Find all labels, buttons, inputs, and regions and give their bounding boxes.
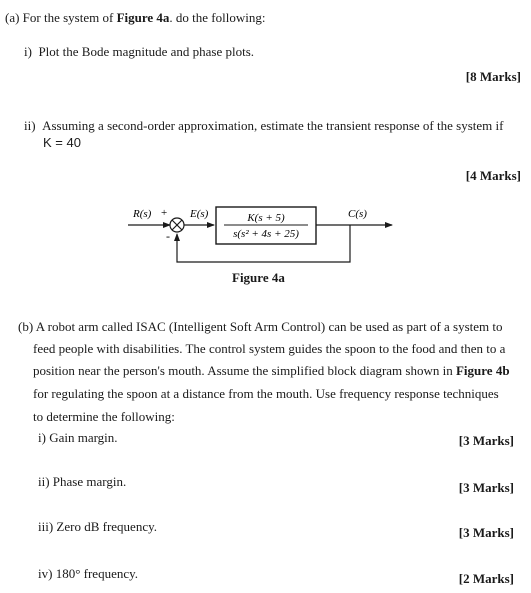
question-b-iii: iii) Zero dB frequency. [38,519,157,534]
minus-sign: - [166,229,170,243]
input-label: R(s) [133,208,152,220]
part-b-line-5: to determine the following: [33,409,175,424]
part-b-line-1: (b) A robot arm called ISAC (Intelligent Soft Arm Control) can be used as part of a system to [18,319,503,334]
question-b-ii: ii) Phase margin. [38,474,127,489]
part-b-line-3: position near the person's mouth. Assume the simplified block diagram shown in Figure 4b [33,363,510,378]
plus-sign: + [161,207,168,219]
k-value: K = 40 [43,135,81,150]
transfer-function-numerator: K(s + 5) [247,212,285,224]
figure-4a-reference: Figure 4a [116,10,170,25]
question-a-i-label: i) [24,44,32,59]
question-b-iv: iv) 180° frequency. [38,566,139,581]
transfer-function-denominator: s(s² + 4s + 25) [233,228,299,240]
output-label: C(s) [348,208,367,220]
figure-4b-reference: Figure 4b [455,363,510,378]
question-a-ii [24,118,503,134]
error-label: E(s) [190,208,209,220]
question-b-iv-marks: [2 Marks] [458,571,514,586]
question-a-i-text: Plot the Bode magnitude and phase plots. [38,44,255,59]
question-b-i-marks: [3 Marks] [458,433,514,448]
question-a-i [24,44,254,60]
question-b-i: i) Gain margin. [38,430,118,445]
question-a-i-marks: [8 Marks] [465,69,521,84]
question-b-iii-marks: [3 Marks] [458,525,514,540]
part-b-line-2: feed people with disabilities. The control system guides the spoon to the food and then to a [33,341,506,356]
figure-caption: Figure 4a [232,270,285,285]
summing-junction [170,218,184,232]
question-b-ii-marks: [3 Marks] [458,480,514,495]
question-a-ii-marks: [4 Marks] [465,168,521,183]
question-a-ii-text: Assuming a second-order approximation, estimate the transient response of the system if [42,118,504,133]
question-a-ii-label: ii) [24,118,36,133]
part-a-intro: (a) For the system of Figure 4a. do the following: [5,10,266,25]
part-b-line-4: for regulating the spoon at a distance from the mouth. Use frequency response techniques [33,386,499,401]
